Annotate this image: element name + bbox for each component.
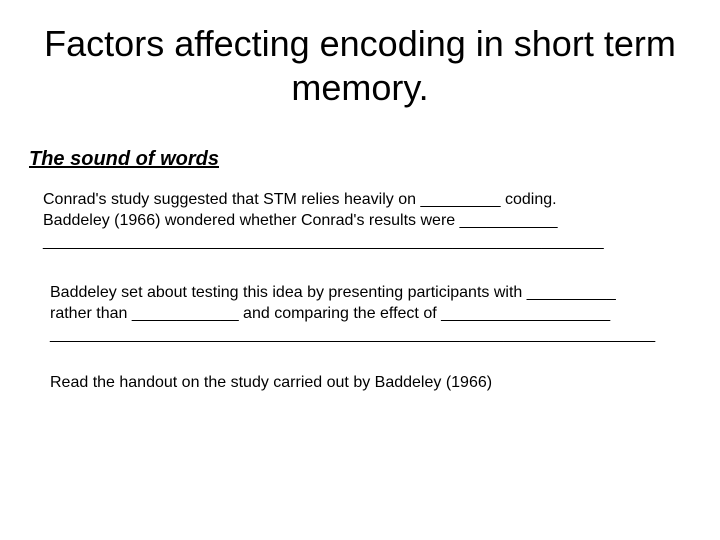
paragraph-conrad bbox=[43, 189, 604, 252]
paragraph-line: Baddeley (1966) wondered whether Conrad's results were ___________ bbox=[43, 212, 558, 229]
paragraph-line: Baddeley set about testing this idea by presenting participants with __________ bbox=[50, 284, 616, 301]
paragraph-baddeley-test bbox=[50, 282, 655, 345]
paragraph-line: _______________________________________________________________ bbox=[43, 233, 604, 250]
paragraph-line: ____________________________________________________________________ bbox=[50, 326, 656, 343]
paragraph-line: Read the handout on the study carried out by Baddeley (1966) bbox=[50, 374, 493, 391]
paragraph-line: rather than ____________ and comparing the effect of ___________________ bbox=[50, 305, 611, 322]
section-heading: The sound of words bbox=[29, 148, 219, 170]
paragraph-line: Conrad's study suggested that STM relies heavily on _________ coding. bbox=[43, 191, 557, 208]
slide-title: Factors affecting encoding in short term memory. bbox=[44, 23, 676, 108]
paragraph-handout bbox=[50, 372, 492, 393]
